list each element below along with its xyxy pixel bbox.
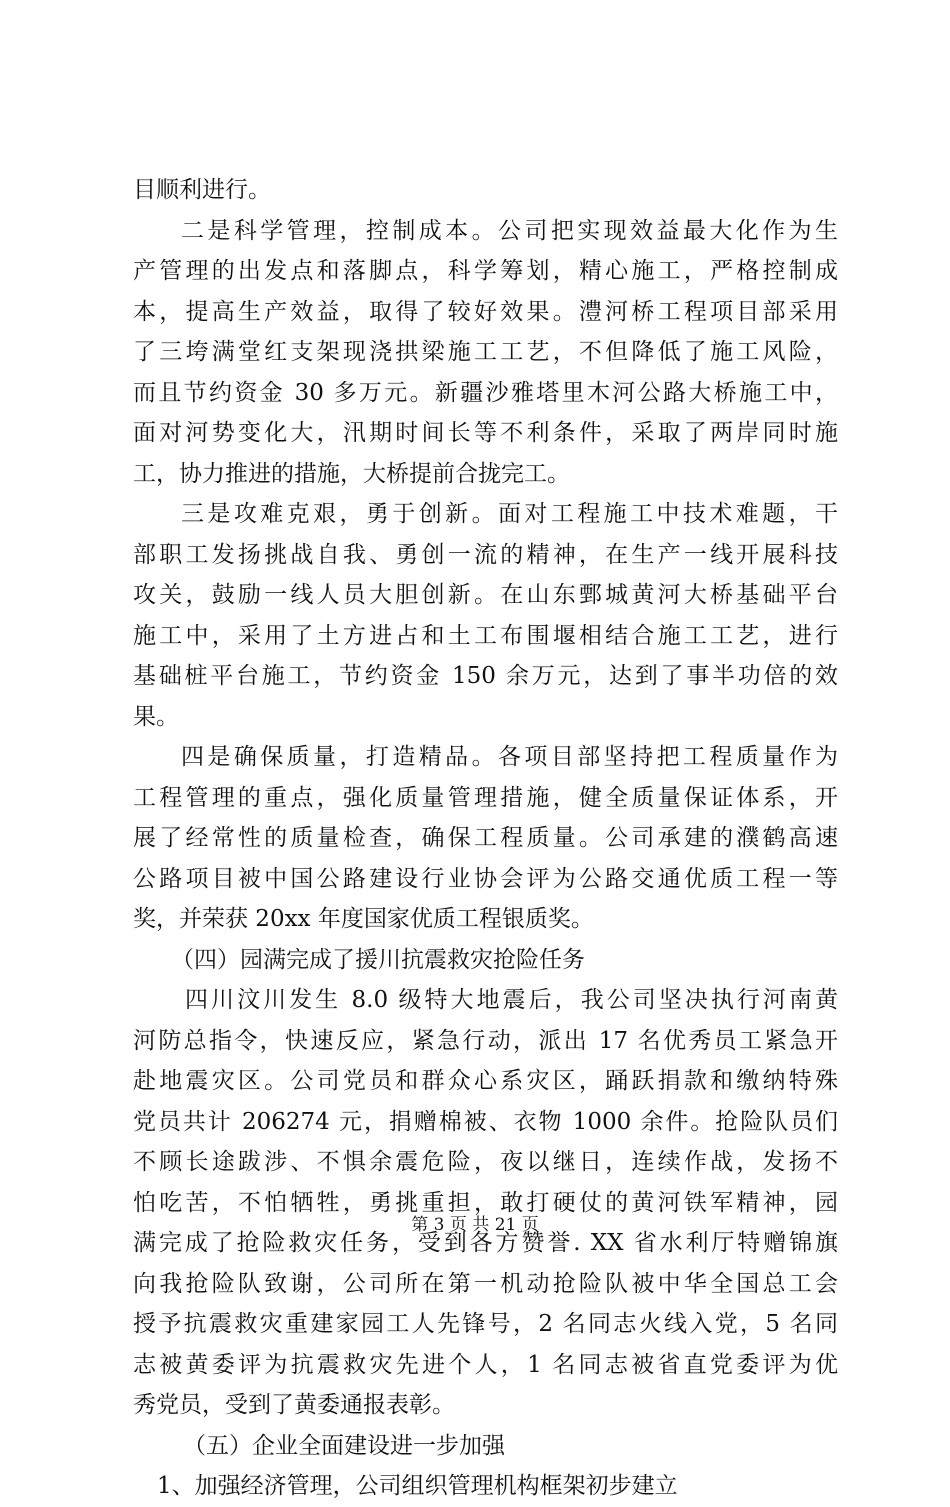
- text-line: 了三垮满堂红支架现浇拱梁施工工艺，不但降低了施工风险，: [133, 339, 838, 365]
- text-line: 四是确保质量，打造精品。各项目部坚持把工程质量作为: [181, 744, 838, 770]
- text-line: 赴地震灾区。公司党员和群众心系灾区，踊跃捐款和缴纳特殊: [133, 1068, 838, 1094]
- text-line: 目顺利进行。: [133, 177, 271, 203]
- text-line: （四）园满完成了援川抗震救灾抢险任务: [171, 946, 585, 973]
- text-line: 施工中，采用了土方进占和土工布围堰相结合施工工艺，进行: [133, 622, 838, 649]
- text-line: 党员共计 206274 元，捐赠棉被、衣物 1000 余件。抢险队员们: [133, 1108, 838, 1135]
- text-line: 产管理的出发点和落脚点，科学筹划，精心施工，严格控制成: [133, 258, 838, 284]
- text-line: 公路项目被中国公路建设行业协会评为公路交通优质工程一等: [133, 865, 838, 892]
- text-line: 向我抢险队致谢，公司所在第一机动抢险队被中华全国总工会: [133, 1270, 838, 1297]
- text-line: （五）企业全面建设进一步加强: [183, 1432, 505, 1459]
- text-line: 基础桩平台施工，节约资金 150 余万元，达到了事半功倍的效: [133, 663, 838, 689]
- text-line: 展了经常性的质量检查，确保工程质量。公司承建的濮鹤高速: [133, 825, 838, 851]
- document-body: [133, 170, 838, 1507]
- text-line: 怕吃苦，不怕牺牲，勇挑重担，敢打硬仗的黄河铁军精神，园: [133, 1189, 838, 1216]
- text-line: 面对河势变化大，汛期时间长等不利条件，采取了两岸同时施: [133, 420, 838, 446]
- text-line: 授予抗震救灾重建家园工人先锋号，2 名同志火线入党，5 名同: [133, 1311, 838, 1337]
- text-line: 攻关，鼓励一线人员大胆创新。在山东鄄城黄河大桥基础平台: [133, 582, 838, 608]
- text-line: 部职工发扬挑战自我、勇创一流的精神，在生产一线开展科技: [133, 541, 838, 568]
- page-footer: 第 3 页 共 21 页: [411, 1215, 539, 1235]
- text-line: 河防总指令，快速反应，紧急行动，派出 17 名优秀员工紧急开: [133, 1027, 838, 1054]
- text-line: 本，提高生产效益，取得了较好效果。澧河桥工程项目部采用: [133, 298, 838, 325]
- text-line: 工程管理的重点，强化质量管理措施，健全质量保证体系，开: [133, 784, 838, 811]
- text-line: 而且节约资金 30 多万元。新疆沙雅塔里木河公路大桥施工中，: [133, 379, 838, 406]
- text-line: 秀党员，受到了黄委通报表彰。: [133, 1392, 455, 1418]
- text-line: 二是科学管理，控制成本。公司把实现效益最大化作为生: [181, 217, 838, 244]
- text-line: 不顾长途跋涉、不惧余震危险，夜以继日，连续作战，发扬不: [133, 1149, 838, 1175]
- text-line: 志被黄委评为抗震救灾先进个人，1 名同志被省直党委评为优: [133, 1351, 838, 1378]
- text-line: 1、加强经济管理，公司组织管理机构框架初步建立: [157, 1473, 678, 1499]
- text-line: 满完成了抢险救灾任务，受到各方赞誉. XX 省水利厅特赠锦旗: [133, 1230, 838, 1256]
- text-line: 三是攻难克艰，勇于创新。面对工程施工中技术难题，干: [181, 501, 838, 527]
- text-line: 果。: [133, 703, 179, 730]
- text-line: 四川汶川发生 8.0 级特大地震后，我公司坚决执行河南黄: [185, 987, 838, 1013]
- text-line: 奖，并荣获 20xx 年度国家优质工程银质奖。: [133, 906, 594, 932]
- text-line: 工，协力推进的措施，大桥提前合拢完工。: [133, 460, 570, 487]
